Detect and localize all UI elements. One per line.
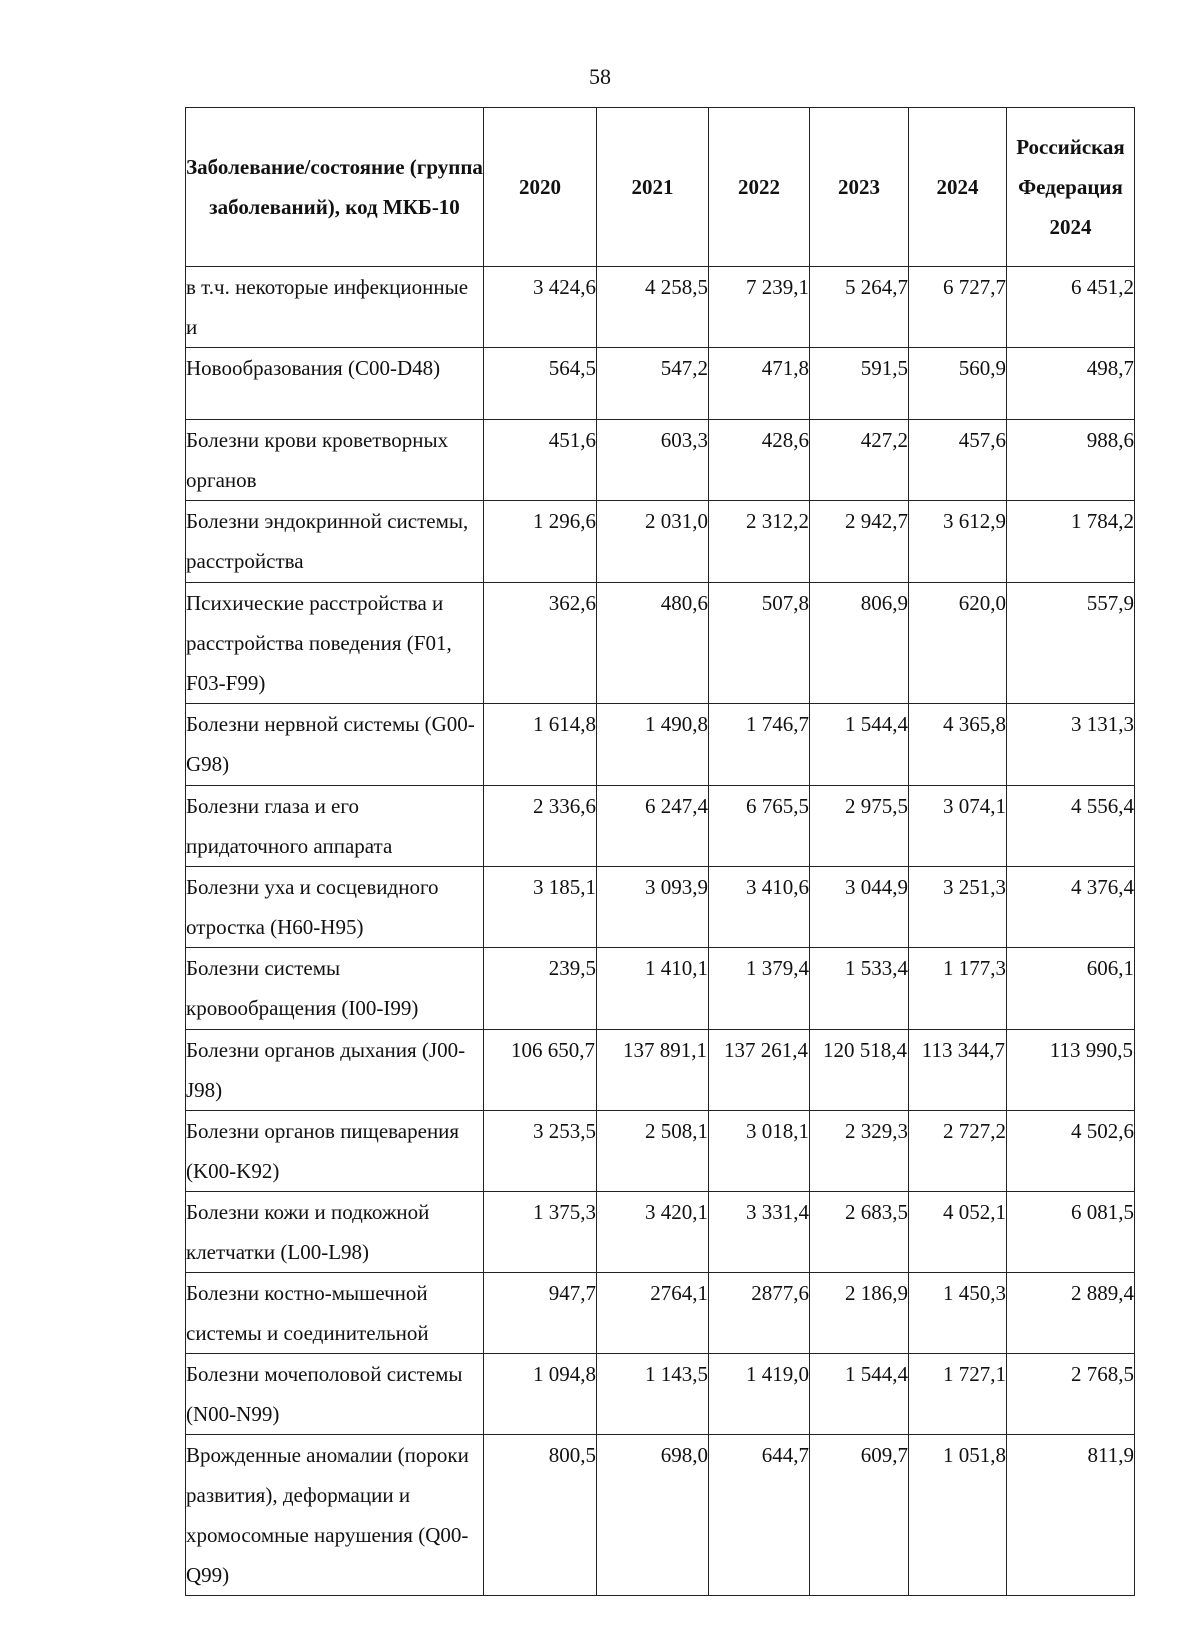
value-cell-2024: 113 344,7 — [909, 1030, 1007, 1111]
value-cell-2022: 1 419,0 — [709, 1354, 810, 1435]
header-year-2022: 2022 — [709, 108, 810, 267]
table-row — [186, 1030, 1135, 1111]
value-cell-2020: 362,6 — [484, 583, 597, 704]
header-year-2024: 2024 — [909, 108, 1007, 267]
value-cell-2021: 1 143,5 — [597, 1354, 709, 1435]
disease-name-cell: Новообразования (C00-D48) — [186, 348, 484, 420]
value-cell-2022: 2877,6 — [709, 1273, 810, 1354]
value-cell-2023: 427,2 — [810, 420, 909, 501]
value-cell-russian-federation: 2 768,5 — [1007, 1354, 1135, 1435]
value-cell-russian-federation: 6 081,5 — [1007, 1192, 1135, 1273]
value-cell-2020: 239,5 — [484, 948, 597, 1030]
value-cell-russian-federation: 3 131,3 — [1007, 704, 1135, 786]
value-cell-2020: 564,5 — [484, 348, 597, 420]
value-cell-2024: 4 365,8 — [909, 704, 1007, 786]
value-cell-2023: 2 975,5 — [810, 786, 909, 867]
disease-name-cell: Болезни глаза и его придаточного аппарата — [186, 786, 484, 867]
value-cell-2024: 1 450,3 — [909, 1273, 1007, 1354]
value-cell-2022: 471,8 — [709, 348, 810, 420]
value-cell-2024: 560,9 — [909, 348, 1007, 420]
disease-name-cell: Болезни кожи и подкожной клетчатки (L00-L98) — [186, 1192, 484, 1273]
value-cell-2021: 3 093,9 — [597, 867, 709, 948]
value-cell-2023: 5 264,7 — [810, 267, 909, 348]
disease-name-cell: Болезни уха и сосцевидного отростка (H60-H95) — [186, 867, 484, 948]
value-cell-2021: 2 508,1 — [597, 1111, 709, 1192]
value-cell-2024: 1 051,8 — [909, 1435, 1007, 1596]
value-cell-2021: 1 490,8 — [597, 704, 709, 786]
table-row — [186, 867, 1135, 948]
disease-name-cell: Болезни органов пищеварения (K00-K92) — [186, 1111, 484, 1192]
table-row — [186, 948, 1135, 1030]
value-cell-2021: 480,6 — [597, 583, 709, 704]
value-cell-2020: 1 375,3 — [484, 1192, 597, 1273]
value-cell-2024: 1 177,3 — [909, 948, 1007, 1030]
disease-name-cell: Болезни системы кровообращения (I00-I99) — [186, 948, 484, 1030]
disease-name-cell: в т.ч. некоторые инфекционные и — [186, 267, 484, 348]
value-cell-2021: 4 258,5 — [597, 267, 709, 348]
value-cell-2022: 2 312,2 — [709, 501, 810, 583]
value-cell-2024: 620,0 — [909, 583, 1007, 704]
table-header-row — [186, 108, 1135, 267]
disease-name-cell: Болезни крови кроветворных органов — [186, 420, 484, 501]
value-cell-2021: 137 891,1 — [597, 1030, 709, 1111]
table-row — [186, 267, 1135, 348]
value-cell-russian-federation: 988,6 — [1007, 420, 1135, 501]
value-cell-2022: 1 379,4 — [709, 948, 810, 1030]
value-cell-2022: 3 410,6 — [709, 867, 810, 948]
value-cell-2021: 603,3 — [597, 420, 709, 501]
disease-name-cell: Болезни костно-мышечной системы и соединительной — [186, 1273, 484, 1354]
header-year-2021: 2021 — [597, 108, 709, 267]
morbidity-table — [185, 107, 1135, 1596]
disease-name-cell: Болезни органов дыхания (J00-J98) — [186, 1030, 484, 1111]
table-row — [186, 501, 1135, 583]
value-cell-2024: 4 052,1 — [909, 1192, 1007, 1273]
value-cell-russian-federation: 811,9 — [1007, 1435, 1135, 1596]
value-cell-2022: 6 765,5 — [709, 786, 810, 867]
value-cell-2021: 6 247,4 — [597, 786, 709, 867]
table-row — [186, 704, 1135, 786]
table-row — [186, 1354, 1135, 1435]
page-number: 58 — [589, 64, 611, 89]
header-disease-column: Заболевание/состояние (группа заболеваний), код МКБ-10 — [186, 108, 484, 267]
value-cell-2023: 1 544,4 — [810, 704, 909, 786]
value-cell-2020: 2 336,6 — [484, 786, 597, 867]
value-cell-2021: 547,2 — [597, 348, 709, 420]
value-cell-2020: 947,7 — [484, 1273, 597, 1354]
value-cell-2020: 451,6 — [484, 420, 597, 501]
value-cell-2024: 3 612,9 — [909, 501, 1007, 583]
value-cell-russian-federation: 2 889,4 — [1007, 1273, 1135, 1354]
value-cell-2024: 6 727,7 — [909, 267, 1007, 348]
table-row — [186, 1435, 1135, 1596]
value-cell-2022: 3 331,4 — [709, 1192, 810, 1273]
value-cell-2023: 806,9 — [810, 583, 909, 704]
value-cell-2024: 3 074,1 — [909, 786, 1007, 867]
disease-name-cell: Психические расстройства и расстройства поведения (F01, F03-F99) — [186, 583, 484, 704]
value-cell-2020: 800,5 — [484, 1435, 597, 1596]
value-cell-2021: 3 420,1 — [597, 1192, 709, 1273]
value-cell-russian-federation: 113 990,5 — [1007, 1030, 1135, 1111]
value-cell-russian-federation: 606,1 — [1007, 948, 1135, 1030]
disease-name-cell: Болезни мочеполовой системы (N00-N99) — [186, 1354, 484, 1435]
value-cell-2022: 507,8 — [709, 583, 810, 704]
value-cell-2020: 1 296,6 — [484, 501, 597, 583]
value-cell-2022: 137 261,4 — [709, 1030, 810, 1111]
table-row — [186, 1192, 1135, 1273]
value-cell-2024: 2 727,2 — [909, 1111, 1007, 1192]
disease-name-cell: Болезни эндокринной системы, расстройства — [186, 501, 484, 583]
value-cell-2023: 2 186,9 — [810, 1273, 909, 1354]
table-row — [186, 420, 1135, 501]
value-cell-2020: 1 614,8 — [484, 704, 597, 786]
value-cell-2023: 591,5 — [810, 348, 909, 420]
value-cell-2020: 3 185,1 — [484, 867, 597, 948]
header-year-2023: 2023 — [810, 108, 909, 267]
value-cell-russian-federation: 4 502,6 — [1007, 1111, 1135, 1192]
value-cell-russian-federation: 4 376,4 — [1007, 867, 1135, 948]
header-year-2020: 2020 — [484, 108, 597, 267]
value-cell-2022: 3 018,1 — [709, 1111, 810, 1192]
value-cell-2023: 1 544,4 — [810, 1354, 909, 1435]
value-cell-2020: 3 424,6 — [484, 267, 597, 348]
table-row — [186, 786, 1135, 867]
value-cell-2022: 428,6 — [709, 420, 810, 501]
table-row — [186, 583, 1135, 704]
value-cell-2023: 1 533,4 — [810, 948, 909, 1030]
value-cell-2024: 457,6 — [909, 420, 1007, 501]
disease-name-cell: Болезни нервной системы (G00-G98) — [186, 704, 484, 786]
disease-name-cell: Врожденные аномалии (пороки развития), деформации и хромосомные нарушения (Q00-Q99) — [186, 1435, 484, 1596]
value-cell-2022: 644,7 — [709, 1435, 810, 1596]
table-row — [186, 1111, 1135, 1192]
value-cell-2023: 3 044,9 — [810, 867, 909, 948]
value-cell-russian-federation: 6 451,2 — [1007, 267, 1135, 348]
value-cell-russian-federation: 1 784,2 — [1007, 501, 1135, 583]
value-cell-2022: 7 239,1 — [709, 267, 810, 348]
table-body — [186, 267, 1135, 1596]
value-cell-2021: 698,0 — [597, 1435, 709, 1596]
value-cell-russian-federation: 4 556,4 — [1007, 786, 1135, 867]
value-cell-2024: 3 251,3 — [909, 867, 1007, 948]
value-cell-2020: 1 094,8 — [484, 1354, 597, 1435]
value-cell-2021: 2 031,0 — [597, 501, 709, 583]
value-cell-2023: 120 518,4 — [810, 1030, 909, 1111]
value-cell-russian-federation: 557,9 — [1007, 583, 1135, 704]
table-row — [186, 1273, 1135, 1354]
value-cell-russian-federation: 498,7 — [1007, 348, 1135, 420]
value-cell-2020: 106 650,7 — [484, 1030, 597, 1111]
header-russian-federation-2024: Российская Федерация 2024 — [1007, 108, 1135, 267]
value-cell-2020: 3 253,5 — [484, 1111, 597, 1192]
value-cell-2022: 1 746,7 — [709, 704, 810, 786]
value-cell-2023: 2 683,5 — [810, 1192, 909, 1273]
value-cell-2023: 609,7 — [810, 1435, 909, 1596]
value-cell-2021: 2764,1 — [597, 1273, 709, 1354]
table-row — [186, 348, 1135, 420]
value-cell-2023: 2 329,3 — [810, 1111, 909, 1192]
value-cell-2023: 2 942,7 — [810, 501, 909, 583]
value-cell-2024: 1 727,1 — [909, 1354, 1007, 1435]
value-cell-2021: 1 410,1 — [597, 948, 709, 1030]
